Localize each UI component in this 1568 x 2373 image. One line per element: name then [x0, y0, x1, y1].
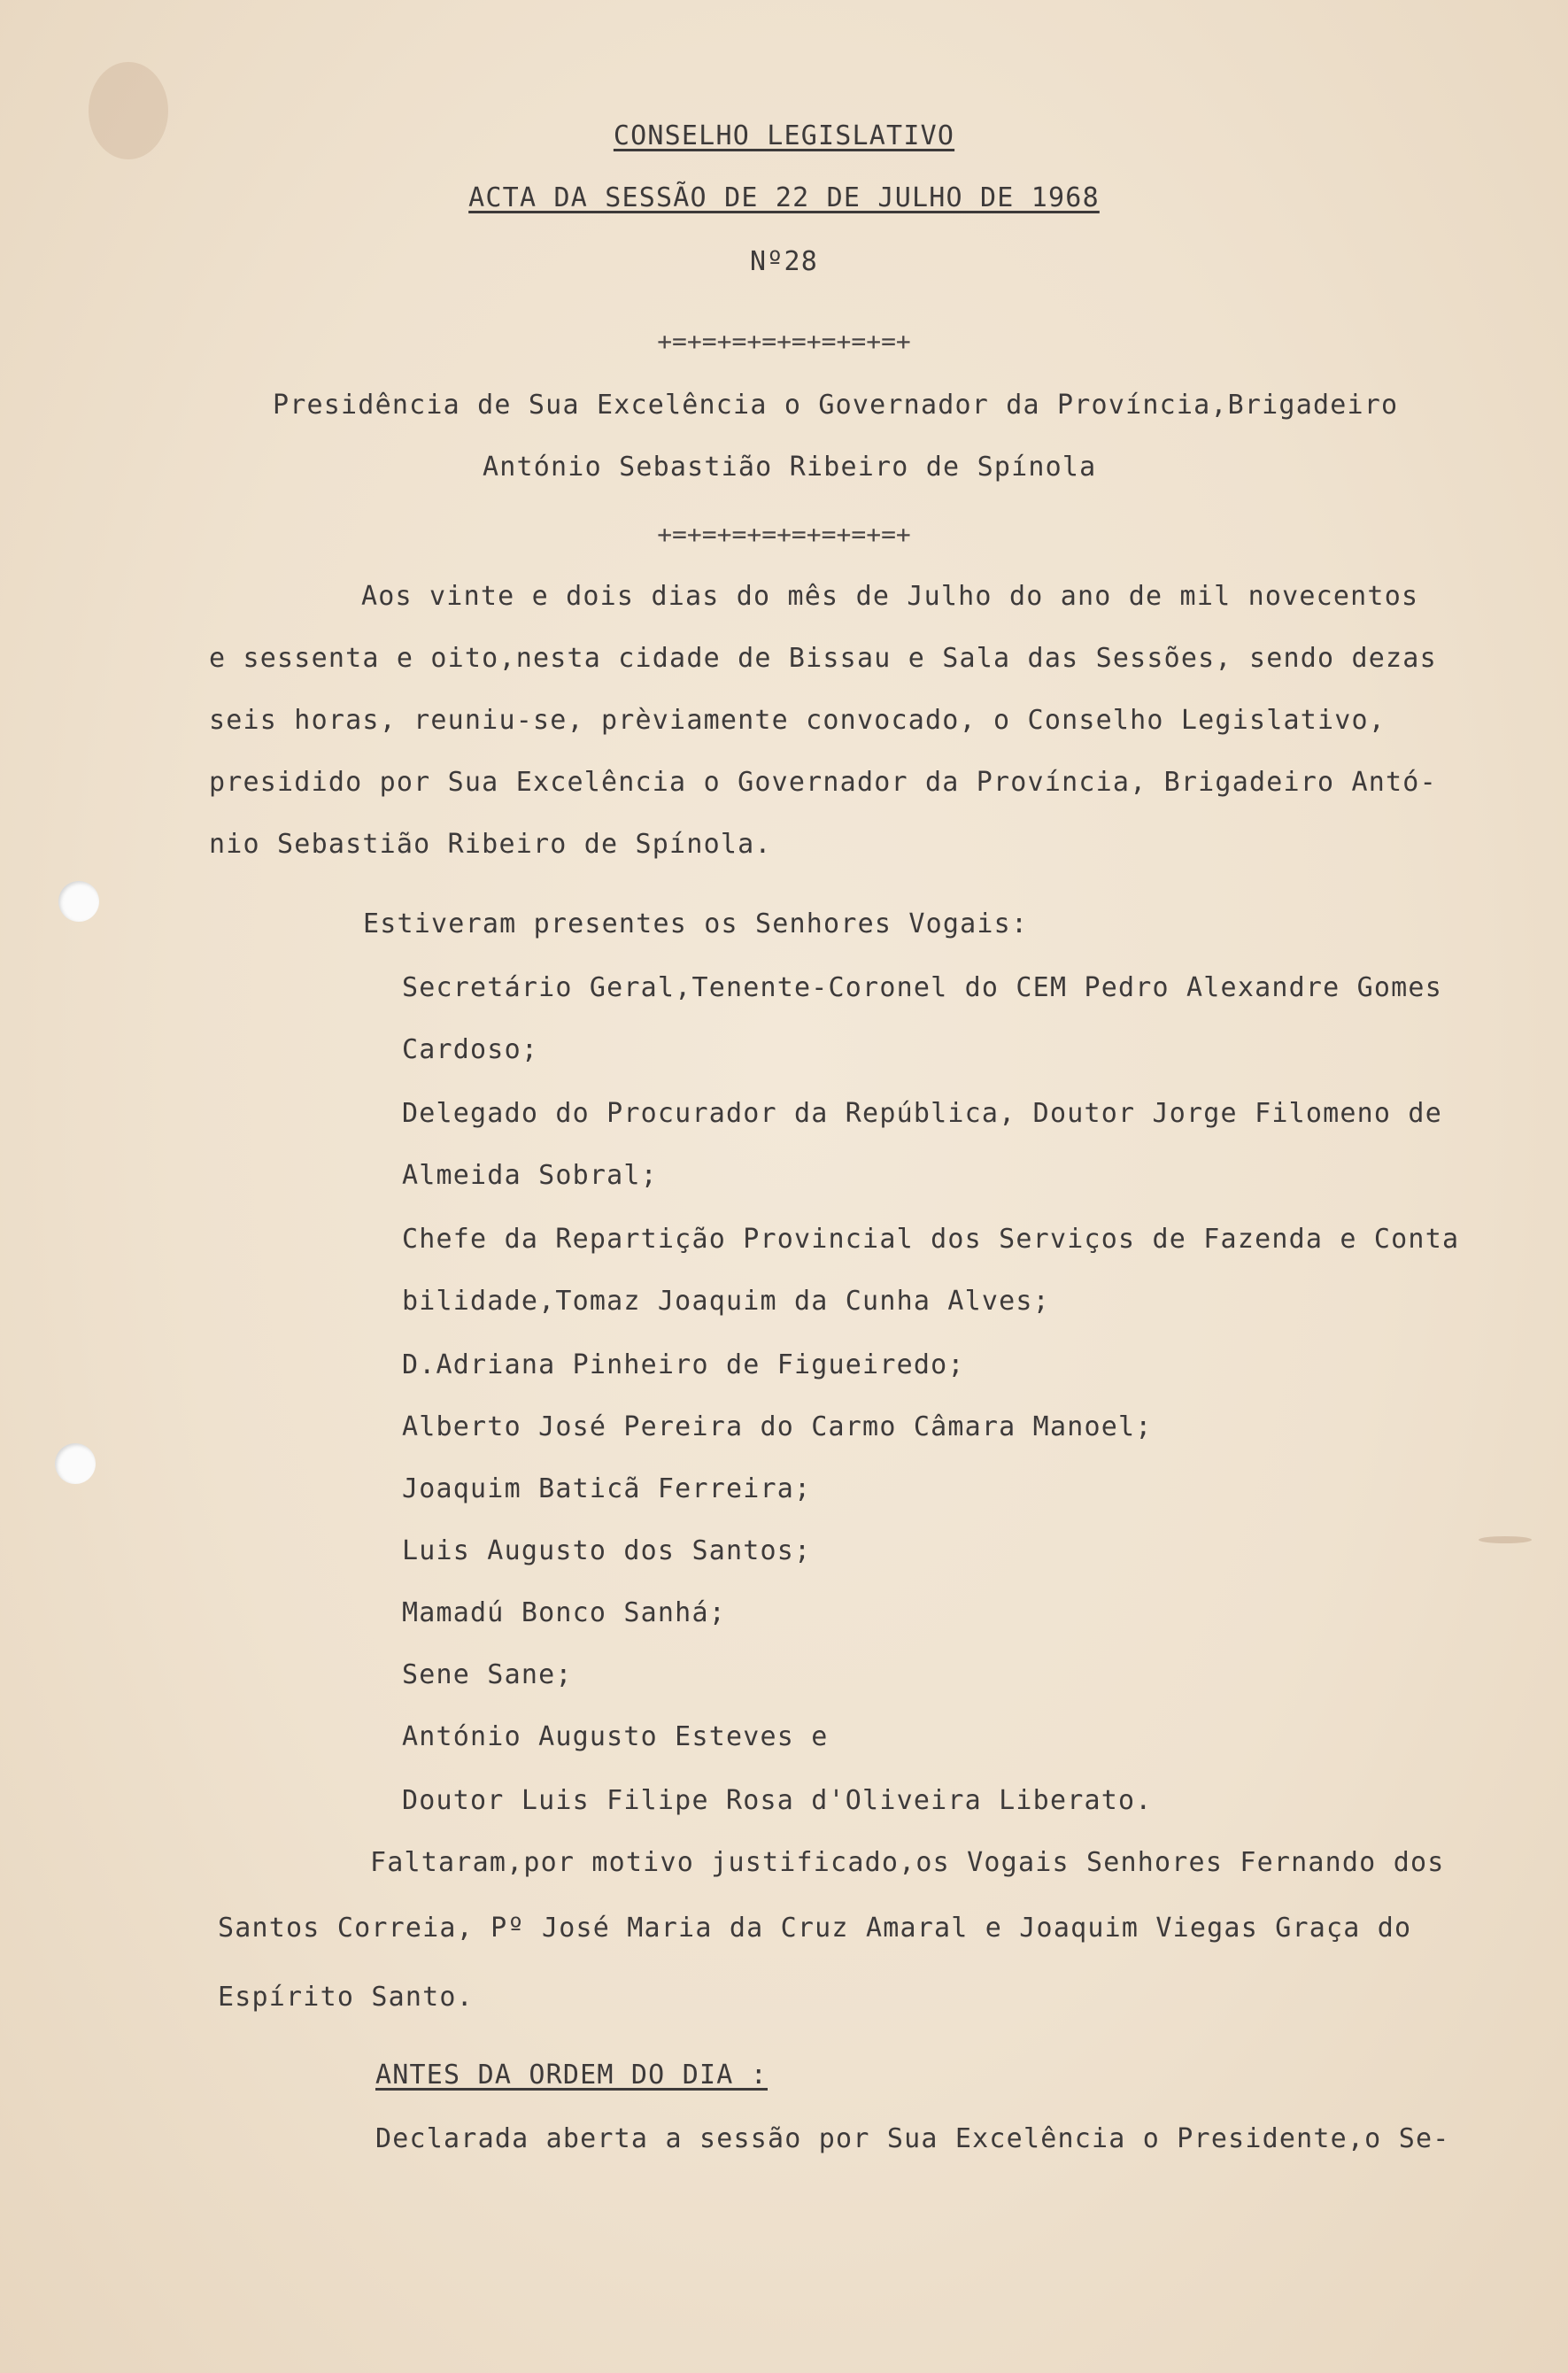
absent-line: Santos Correia, Pº José Maria da Cruz Amaral e Joaquim Viegas Graça do: [218, 1913, 1412, 1944]
divider-bottom: +=+=+=+=+=+=+=+=+: [657, 520, 911, 549]
divider-top: +=+=+=+=+=+=+=+=+: [657, 327, 911, 356]
absent-line: Espírito Santo.: [218, 1982, 474, 2013]
member-line: Joaquim Baticã Ferreira;: [402, 1473, 812, 1504]
session-number: Nº28: [749, 246, 819, 277]
punch-hole-bottom: [55, 1443, 96, 1484]
member-line: Luis Augusto dos Santos;: [402, 1535, 812, 1566]
member-line: D.Adriana Pinheiro de Figueiredo;: [402, 1349, 965, 1380]
agenda-opening-line: Declarada aberta a sessão por Sua Excelência o Presidente,o Se-: [375, 2123, 1450, 2154]
member-line: António Augusto Esteves e: [402, 1721, 829, 1752]
member-line: Sene Sane;: [402, 1659, 573, 1690]
member-line: Doutor Luis Filipe Rosa d'Oliveira Liberato.: [402, 1785, 1153, 1816]
absent-line: Faltaram,por motivo justificado,os Vogais Senhores Fernando dos: [370, 1847, 1445, 1878]
opening-line: e sessenta e oito,nesta cidade de Bissau e Sala das Sessões, sendo dezas: [209, 643, 1437, 674]
member-line: Delegado do Procurador da República, Doutor Jorge Filomeno de: [402, 1098, 1442, 1129]
opening-line: Aos vinte e dois dias do mês de Julho do ano de mil novecentos: [361, 581, 1419, 612]
opening-line: nio Sebastião Ribeiro de Spínola.: [209, 829, 772, 860]
member-line: bilidade,Tomaz Joaquim da Cunha Alves;: [402, 1286, 1050, 1317]
member-line: Secretário Geral,Tenente-Coronel do CEM Pedro Alexandre Gomes: [402, 972, 1442, 1003]
opening-line: seis horas, reuniu-se, prèviamente convocado, o Conselho Legislativo,: [209, 705, 1386, 736]
paper-stain: [1479, 1536, 1532, 1543]
member-line: Almeida Sobral;: [402, 1160, 658, 1191]
punch-hole-top: [58, 881, 99, 922]
presidency-line-1: Presidência de Sua Excelência o Governador da Província,Brigadeiro: [273, 390, 1399, 421]
session-title: ACTA DA SESSÃO DE 22 DE JULHO DE 1968: [468, 182, 1100, 213]
council-heading: CONSELHO LEGISLATIVO: [613, 120, 955, 151]
present-intro: Estiveram presentes os Senhores Vogais:: [363, 908, 1029, 939]
member-line: Mamadú Bonco Sanhá;: [402, 1597, 726, 1628]
agenda-heading: ANTES DA ORDEM DO DIA :: [375, 2060, 769, 2091]
presidency-line-2: António Sebastião Ribeiro de Spínola: [483, 452, 1097, 483]
member-line: Alberto José Pereira do Carmo Câmara Manoel;: [402, 1411, 1153, 1442]
opening-line: presidido por Sua Excelência o Governador da Província, Brigadeiro Antó-: [209, 767, 1437, 798]
member-line: Cardoso;: [402, 1034, 539, 1065]
member-line: Chefe da Repartição Provincial dos Serviços de Fazenda e Conta: [402, 1224, 1460, 1255]
